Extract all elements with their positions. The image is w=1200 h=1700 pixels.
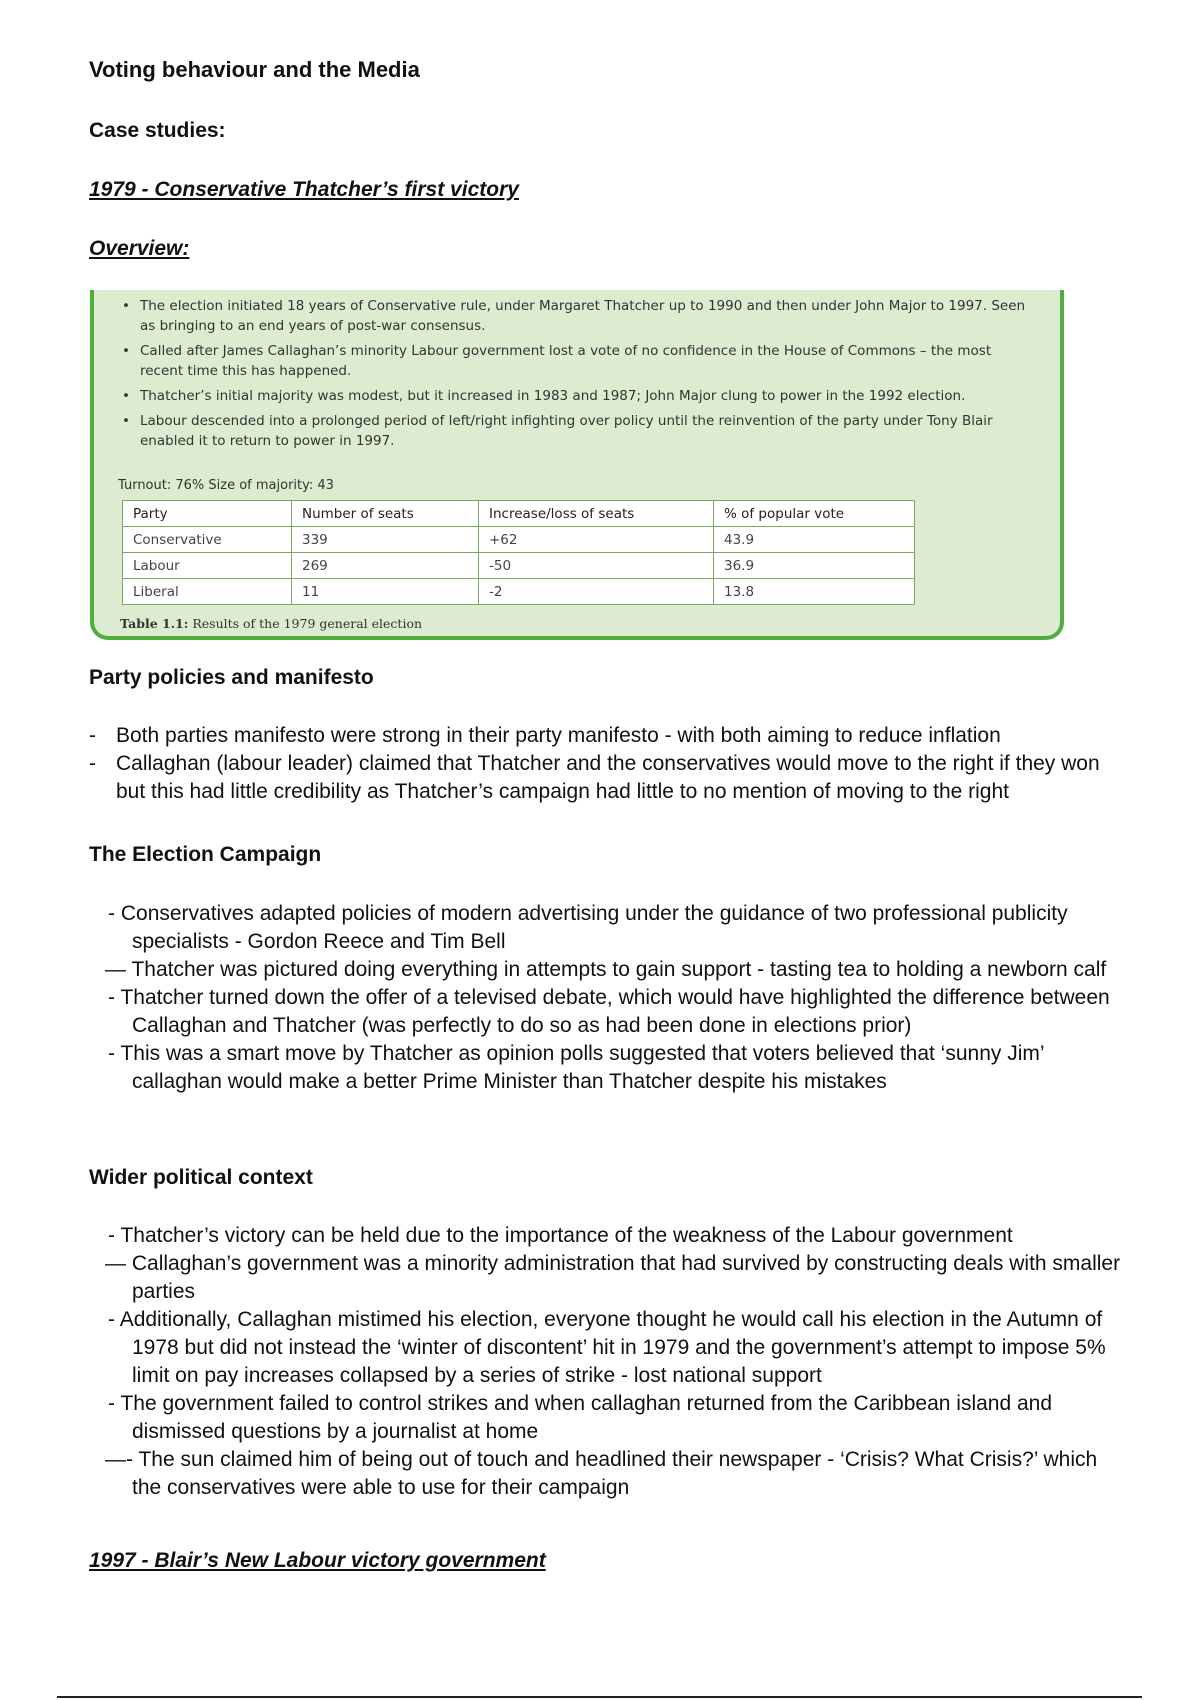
table-cell: 43.9 <box>714 527 915 553</box>
policies-heading: Party policies and manifesto <box>89 666 374 689</box>
results-table <box>122 500 915 605</box>
table-cell: 13.8 <box>714 579 915 605</box>
case-1979-heading: 1979 - Conservative Thatcher’s first victory <box>89 178 519 201</box>
context-heading: Wider political context <box>89 1166 313 1189</box>
table-cell: 269 <box>292 553 479 579</box>
table-cell: -2 <box>479 579 714 605</box>
campaign-list <box>89 900 1129 1096</box>
list-item: - Both parties manifesto were strong in their party manifesto - with both aiming to reduce inflation <box>89 724 1001 747</box>
table-header-row <box>123 501 915 527</box>
list-item: - This was a smart move by Thatcher as opinion polls suggested that voters believed that ‘sunny Jim’ callaghan would make a better Prime Minister than Thatcher despite his mistakes <box>108 1042 1044 1093</box>
page-title: Voting behaviour and the Media <box>89 57 420 82</box>
table-cell: 36.9 <box>714 553 915 579</box>
overview-point: • Called after James Callaghan’s minority Labour government lost a vote of no confidence in the House of Commons – the most recent time this has happened. <box>122 343 992 379</box>
overview-points <box>118 296 1038 456</box>
overview-box <box>90 290 1064 640</box>
table-cell: Labour <box>123 553 292 579</box>
caption-text: Results of the 1979 general election <box>192 616 423 631</box>
table-cell: 339 <box>292 527 479 553</box>
table-cell: +62 <box>479 527 714 553</box>
overview-point: • The election initiated 18 years of Conservative rule, under Margaret Thatcher up to 1990 and then under John Major to 1997. Seen as bringing to an end years of post-war consensus. <box>122 298 1026 334</box>
turnout-line: Turnout: 76% Size of majority: 43 <box>118 478 334 493</box>
table-cell: Conservative <box>123 527 292 553</box>
table-header: Party <box>123 501 292 527</box>
context-list <box>89 1222 1129 1502</box>
table-row <box>123 527 915 553</box>
table-row <box>123 579 915 605</box>
list-item: - Additionally, Callaghan mistimed his election, everyone thought he would call his election in the Autumn of 1978 but did not instead the ‘winter of discontent’ hit in 1979 and the government’s attempt to impose 5% limit on pay increases collapsed by a series of strike - lost national support <box>108 1308 1106 1387</box>
table-header: % of popular vote <box>714 501 915 527</box>
overview-point: • Thatcher’s initial majority was modest, but it increased in 1983 and 1987; John Major clung to power in the 1992 election. <box>122 388 966 404</box>
table-cell: -50 <box>479 553 714 579</box>
table-cell: Liberal <box>123 579 292 605</box>
table-header: Number of seats <box>292 501 479 527</box>
page-divider <box>57 1696 1142 1698</box>
table-caption <box>120 616 422 631</box>
list-item: - Thatcher turned down the offer of a televised debate, which would have highlighted the difference between Callaghan and Thatcher (was perfectly to do so as had been done in elections prior) <box>108 986 1110 1037</box>
list-item: - Conservatives adapted policies of modern advertising under the guidance of two professional publicity specialists - Gordon Reece and Tim Bell <box>108 902 1068 953</box>
table-row <box>123 553 915 579</box>
list-item: - Thatcher’s victory can be held due to the importance of the weakness of the Labour government <box>108 1224 1013 1247</box>
list-item: — Thatcher was pictured doing everything in attempts to gain support - tasting tea to holding a newborn calf <box>105 958 1107 981</box>
list-item: — Callaghan’s government was a minority administration that had survived by constructing deals with smaller parties <box>105 1252 1121 1303</box>
table-cell: 11 <box>292 579 479 605</box>
list-item: - Callaghan (labour leader) claimed that Thatcher and the conservatives would move to the right if they won but this had little credibility as Thatcher’s campaign had little to no mention of moving to the right <box>89 752 1100 803</box>
overview-point: • Labour descended into a prolonged period of left/right infighting over policy until the reinvention of the party under Tony Blair enabled it to return to power in 1997. <box>122 413 993 449</box>
caption-label: Table 1.1: <box>120 616 189 631</box>
list-item: - The government failed to control strikes and when callaghan returned from the Caribbean island and dismissed questions by a journalist at home <box>108 1392 1053 1443</box>
table-header: Increase/loss of seats <box>479 501 714 527</box>
policies-list <box>89 722 1129 806</box>
case-1997-heading: 1997 - Blair’s New Labour victory government <box>89 1549 546 1572</box>
campaign-heading: The Election Campaign <box>89 843 322 866</box>
overview-heading: Overview: <box>89 237 190 260</box>
case-studies-heading: Case studies: <box>89 119 226 142</box>
list-item: —- The sun claimed him of being out of touch and headlined their newspaper - ‘Crisis? What Crisis?’ which the conservatives were able to use for their campaign <box>105 1448 1098 1499</box>
